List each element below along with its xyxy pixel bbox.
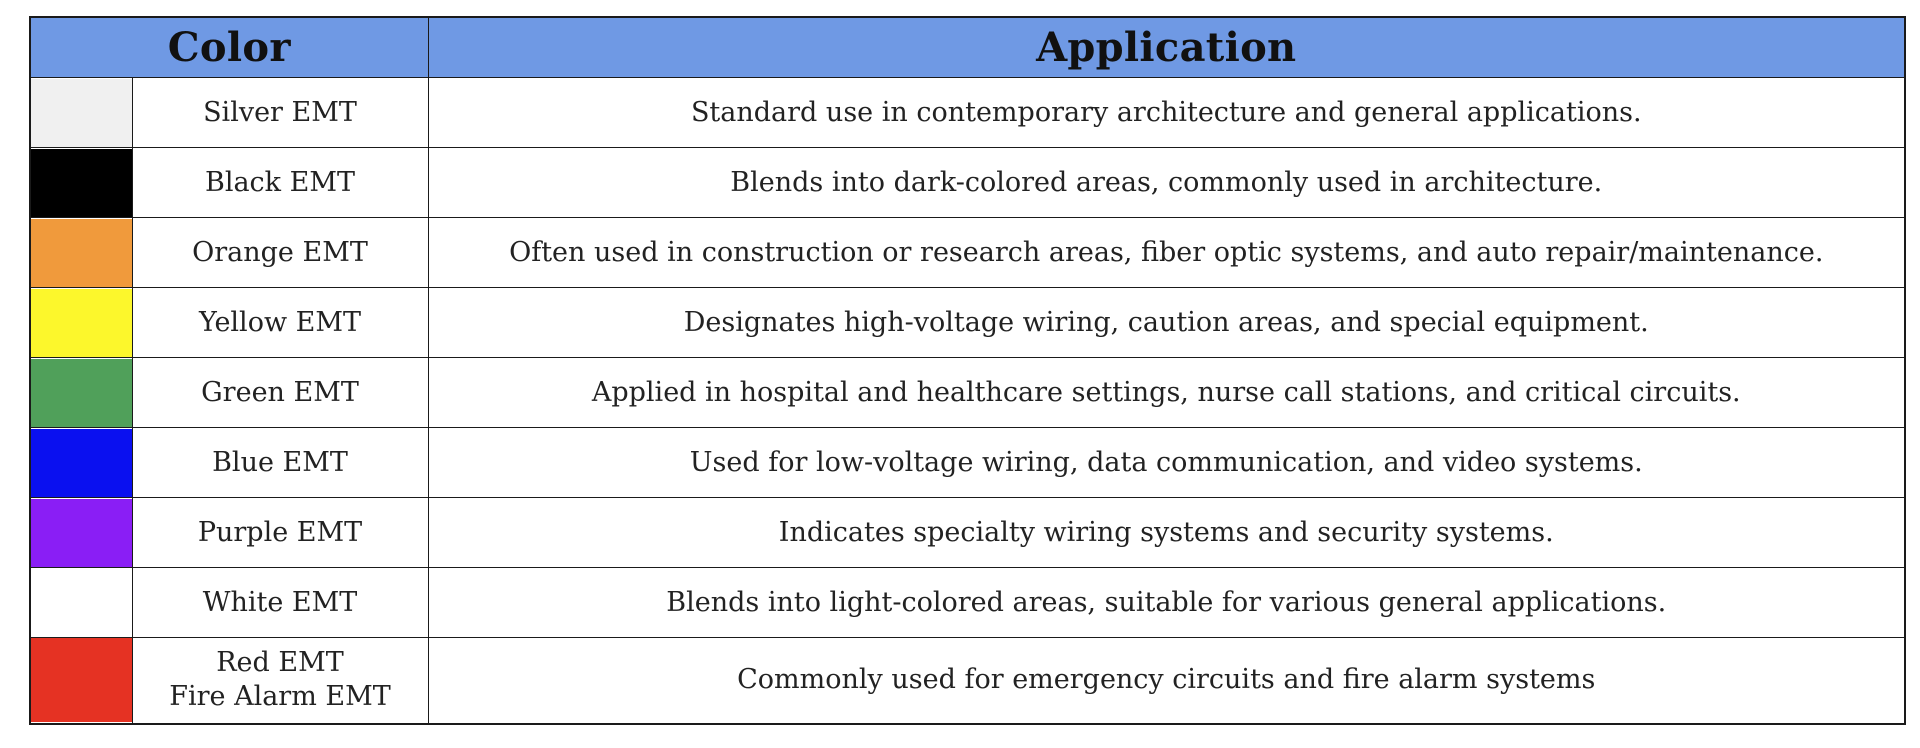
emt-name: Purple EMT [132, 498, 428, 568]
emt-name: Silver EMT [132, 78, 428, 148]
table-row [30, 218, 1905, 288]
emt-name: Blue EMT [132, 428, 428, 498]
table-row [30, 638, 1905, 724]
emt-name-line1: Red EMT [216, 647, 344, 679]
table-body [30, 78, 1905, 724]
swatch-fill [31, 79, 132, 147]
swatch-fill [31, 569, 132, 637]
swatch-fill [31, 638, 132, 722]
emt-application: Used for low-voltage wiring, data communication, and video systems. [428, 428, 1905, 498]
table-row [30, 288, 1905, 358]
color-swatch [30, 428, 132, 498]
table-row [30, 428, 1905, 498]
color-swatch [30, 78, 132, 148]
emt-application: Standard use in contemporary architecture and general applications. [428, 78, 1905, 148]
swatch-fill [31, 219, 132, 287]
color-swatch [30, 288, 132, 358]
emt-application: Often used in construction or research areas, fiber optic systems, and auto repair/maintenance. [428, 218, 1905, 288]
emt-name: White EMT [132, 568, 428, 638]
table-row [30, 358, 1905, 428]
color-swatch [30, 638, 132, 724]
emt-application: Indicates specialty wiring systems and security systems. [428, 498, 1905, 568]
table-row [30, 568, 1905, 638]
emt-application: Designates high-voltage wiring, caution areas, and special equipment. [428, 288, 1905, 358]
color-swatch [30, 568, 132, 638]
table-header-row [30, 17, 1905, 78]
emt-color-table [29, 16, 1906, 725]
emt-name [132, 638, 428, 724]
swatch-fill [31, 429, 132, 497]
emt-name-line2: Fire Alarm EMT [169, 681, 391, 713]
emt-name: Orange EMT [132, 218, 428, 288]
table-row [30, 78, 1905, 148]
color-swatch [30, 148, 132, 218]
swatch-fill [31, 359, 132, 427]
emt-name: Yellow EMT [132, 288, 428, 358]
color-swatch [30, 358, 132, 428]
emt-application: Commonly used for emergency circuits and fire alarm systems [428, 638, 1905, 724]
emt-name: Black EMT [132, 148, 428, 218]
color-swatch [30, 218, 132, 288]
swatch-fill [31, 289, 132, 357]
swatch-fill [31, 149, 132, 217]
header-application: Application [428, 17, 1905, 78]
emt-application: Blends into dark-colored areas, commonly used in architecture. [428, 148, 1905, 218]
color-swatch [30, 498, 132, 568]
emt-application: Applied in hospital and healthcare settings, nurse call stations, and critical circuits. [428, 358, 1905, 428]
table-row [30, 498, 1905, 568]
header-color: Color [30, 17, 428, 78]
table-row [30, 148, 1905, 218]
emt-application: Blends into light-colored areas, suitable for various general applications. [428, 568, 1905, 638]
emt-name: Green EMT [132, 358, 428, 428]
swatch-fill [31, 499, 132, 567]
